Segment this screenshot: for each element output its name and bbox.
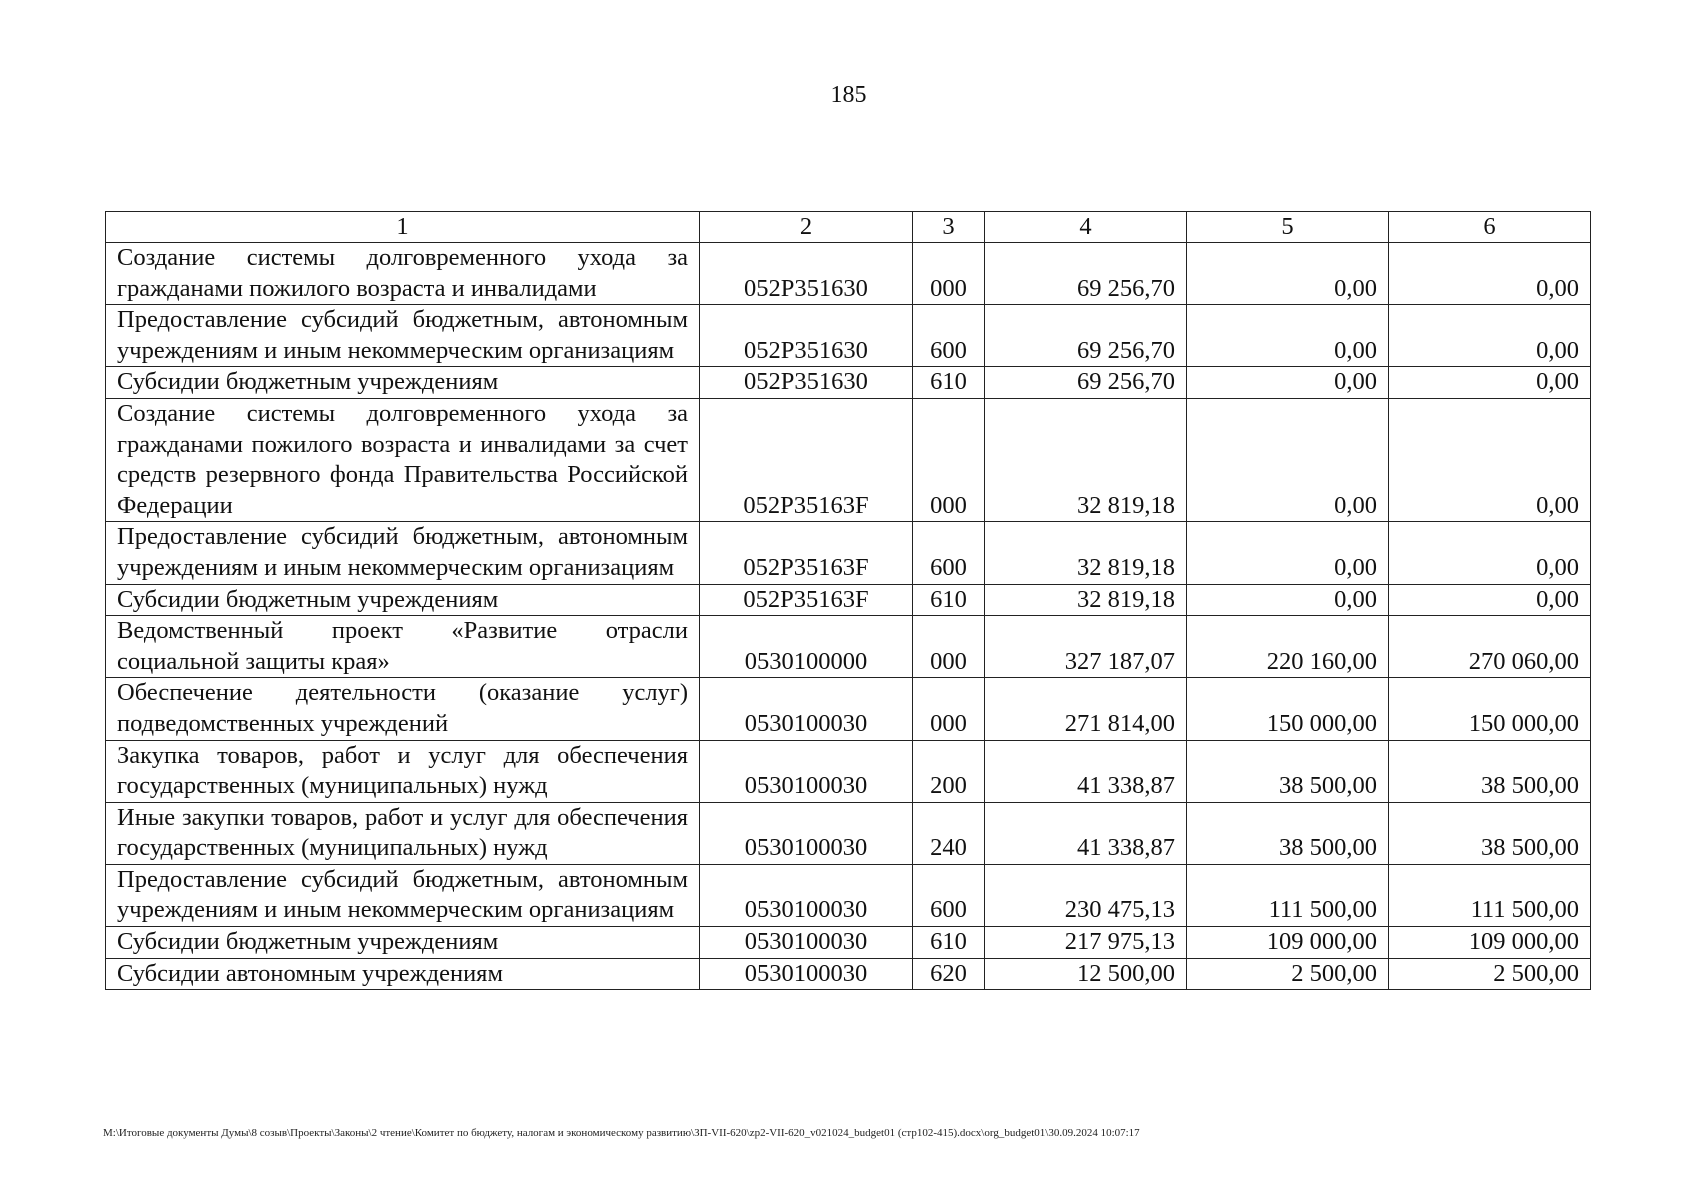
row-type-cell: 000 — [913, 678, 985, 740]
row-value-col6-cell: 2 500,00 — [1389, 958, 1591, 990]
row-code-cell: 052P351630 — [700, 367, 913, 399]
row-code-cell: 052P351630 — [700, 305, 913, 367]
row-value-col4-cell: 32 819,18 — [985, 522, 1187, 584]
row-value-col5-cell: 0,00 — [1187, 522, 1389, 584]
row-name-cell: Субсидии автономным учреждениям — [106, 958, 700, 990]
row-value-col5-cell: 150 000,00 — [1187, 678, 1389, 740]
table-row — [106, 740, 1591, 802]
row-value-col6-cell: 0,00 — [1389, 584, 1591, 616]
row-value-col6-cell: 150 000,00 — [1389, 678, 1591, 740]
row-type-cell: 600 — [913, 864, 985, 926]
row-code-cell: 0530100030 — [700, 927, 913, 959]
budget-table — [105, 211, 1591, 990]
table-row — [106, 584, 1591, 616]
row-value-col4-cell: 32 819,18 — [985, 584, 1187, 616]
row-type-cell: 240 — [913, 802, 985, 864]
row-type-cell: 600 — [913, 522, 985, 584]
row-type-cell: 200 — [913, 740, 985, 802]
row-name-cell: Ведомственный проект «Развитие отрасли социальной защиты края» — [106, 616, 700, 678]
table-row — [106, 616, 1591, 678]
table-row — [106, 927, 1591, 959]
row-name-cell: Субсидии бюджетным учреждениям — [106, 367, 700, 399]
row-name-cell: Предоставление субсидий бюджетным, автономным учреждениям и иным некоммерческим организациям — [106, 864, 700, 926]
header-cell-3: 3 — [913, 212, 985, 243]
row-value-col4-cell: 41 338,87 — [985, 740, 1187, 802]
row-name-cell: Обеспечение деятельности (оказание услуг) подведомственных учреждений — [106, 678, 700, 740]
row-value-col4-cell: 32 819,18 — [985, 398, 1187, 521]
row-value-col5-cell: 0,00 — [1187, 305, 1389, 367]
header-cell-1: 1 — [106, 212, 700, 243]
table-row — [106, 802, 1591, 864]
row-code-cell: 052P35163F — [700, 522, 913, 584]
row-code-cell: 0530100030 — [700, 678, 913, 740]
row-value-col4-cell: 271 814,00 — [985, 678, 1187, 740]
row-type-cell: 000 — [913, 398, 985, 521]
row-value-col5-cell: 0,00 — [1187, 243, 1389, 305]
table-row — [106, 398, 1591, 521]
row-code-cell: 052P35163F — [700, 584, 913, 616]
table-row — [106, 243, 1591, 305]
row-value-col4-cell: 41 338,87 — [985, 802, 1187, 864]
row-value-col4-cell: 69 256,70 — [985, 367, 1187, 399]
table-row — [106, 305, 1591, 367]
row-value-col6-cell: 111 500,00 — [1389, 864, 1591, 926]
header-cell-5: 5 — [1187, 212, 1389, 243]
row-name-cell: Предоставление субсидий бюджетным, автономным учреждениям и иным некоммерческим организациям — [106, 305, 700, 367]
row-type-cell: 600 — [913, 305, 985, 367]
row-type-cell: 610 — [913, 927, 985, 959]
row-name-cell: Субсидии бюджетным учреждениям — [106, 927, 700, 959]
table-row — [106, 864, 1591, 926]
table-body — [106, 212, 1591, 990]
row-value-col4-cell: 217 975,13 — [985, 927, 1187, 959]
row-value-col6-cell: 38 500,00 — [1389, 740, 1591, 802]
row-code-cell: 0530100030 — [700, 958, 913, 990]
row-value-col6-cell: 270 060,00 — [1389, 616, 1591, 678]
row-code-cell: 0530100030 — [700, 864, 913, 926]
table-row — [106, 522, 1591, 584]
row-name-cell: Предоставление субсидий бюджетным, автономным учреждениям и иным некоммерческим организациям — [106, 522, 700, 584]
row-code-cell: 052P351630 — [700, 243, 913, 305]
row-name-cell: Закупка товаров, работ и услуг для обеспечения государственных (муниципальных) нужд — [106, 740, 700, 802]
header-cell-2: 2 — [700, 212, 913, 243]
row-code-cell: 0530100000 — [700, 616, 913, 678]
row-value-col6-cell: 0,00 — [1389, 367, 1591, 399]
table-row — [106, 678, 1591, 740]
table-row — [106, 367, 1591, 399]
row-name-cell: Субсидии бюджетным учреждениям — [106, 584, 700, 616]
row-name-cell: Иные закупки товаров, работ и услуг для обеспечения государственных (муниципальных) нужд — [106, 802, 700, 864]
row-type-cell: 620 — [913, 958, 985, 990]
row-value-col6-cell: 109 000,00 — [1389, 927, 1591, 959]
row-name-cell: Создание системы долговременного ухода за гражданами пожилого возраста и инвалидами за счет средств резервного фонда Правительства Российской Федерации — [106, 398, 700, 521]
row-value-col6-cell: 0,00 — [1389, 243, 1591, 305]
table-row — [106, 958, 1591, 990]
row-value-col6-cell: 0,00 — [1389, 305, 1591, 367]
row-value-col5-cell: 109 000,00 — [1187, 927, 1389, 959]
row-code-cell: 052P35163F — [700, 398, 913, 521]
row-code-cell: 0530100030 — [700, 802, 913, 864]
row-value-col4-cell: 69 256,70 — [985, 305, 1187, 367]
row-value-col5-cell: 38 500,00 — [1187, 802, 1389, 864]
row-value-col5-cell: 111 500,00 — [1187, 864, 1389, 926]
row-code-cell: 0530100030 — [700, 740, 913, 802]
header-cell-6: 6 — [1389, 212, 1591, 243]
row-type-cell: 610 — [913, 367, 985, 399]
row-value-col4-cell: 230 475,13 — [985, 864, 1187, 926]
row-type-cell: 000 — [913, 243, 985, 305]
row-value-col4-cell: 69 256,70 — [985, 243, 1187, 305]
row-value-col5-cell: 0,00 — [1187, 367, 1389, 399]
row-value-col5-cell: 2 500,00 — [1187, 958, 1389, 990]
row-value-col4-cell: 327 187,07 — [985, 616, 1187, 678]
row-type-cell: 610 — [913, 584, 985, 616]
row-value-col6-cell: 38 500,00 — [1389, 802, 1591, 864]
row-value-col4-cell: 12 500,00 — [985, 958, 1187, 990]
row-name-cell: Создание системы долговременного ухода за гражданами пожилого возраста и инвалидами — [106, 243, 700, 305]
header-cell-4: 4 — [985, 212, 1187, 243]
row-value-col5-cell: 38 500,00 — [1187, 740, 1389, 802]
row-type-cell: 000 — [913, 616, 985, 678]
table-header-row — [106, 212, 1591, 243]
row-value-col5-cell: 220 160,00 — [1187, 616, 1389, 678]
row-value-col5-cell: 0,00 — [1187, 584, 1389, 616]
page-number: 185 — [830, 82, 867, 108]
row-value-col6-cell: 0,00 — [1389, 398, 1591, 521]
row-value-col6-cell: 0,00 — [1389, 522, 1591, 584]
row-value-col5-cell: 0,00 — [1187, 398, 1389, 521]
file-path-footer: M:\Итоговые документы Думы\8 созыв\Проекты\Законы\2 чтение\Комитет по бюджету, налогам и экономическому развитию\ЗП-VII-620\zp2-VII-620_v021024_budget01 (стр102-415).docx\org_budget01\30.09.2024 10:07:17 — [103, 1127, 1140, 1139]
